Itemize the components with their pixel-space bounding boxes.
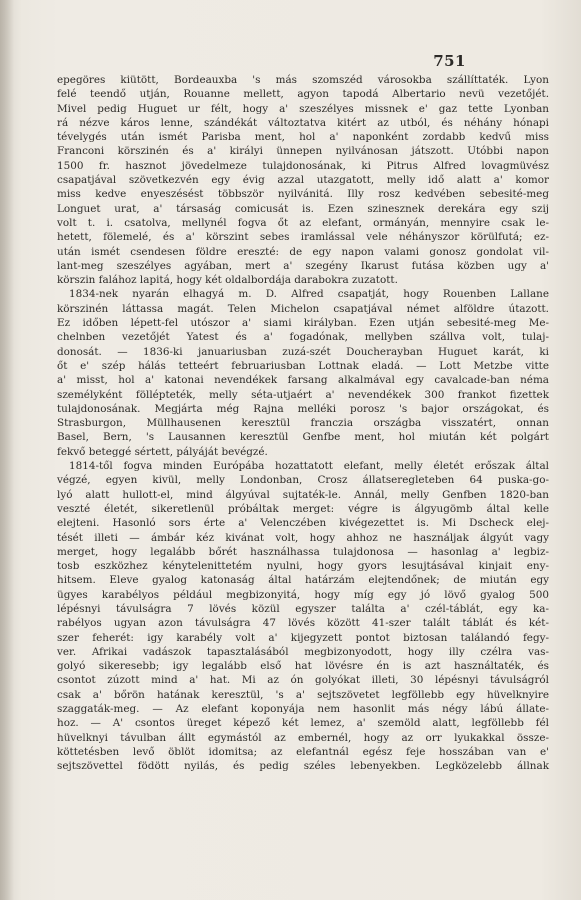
- text-line: sejtszövettel födött nyilás, és pedig széles lebenyekben. Legközelebb állnak: [57, 760, 549, 773]
- text-line: tévelygés után ismét Parisba ment, hol a' naponként zordabb kedvű miss: [57, 131, 549, 144]
- text-line: felé teendő utján, Rouanne mellett, agyon tapodá Albertario nevü vezetőjét.: [57, 88, 549, 101]
- text-line: merget, hogy legalább bőrét használhassa tulajdonosa — hasonlag a' legbiz-: [57, 545, 549, 558]
- text-line: elejteni. Hasonló sors érte a' Velenczében kivégezettet is. Mi Dscheck elej-: [57, 517, 549, 530]
- text-line: őt e' szép hálás tetteért februariusban Lottnak eladá. — Lott Metzbe vitte: [57, 359, 549, 372]
- text-line: fekvő beteggé sértett, pályáját bevégzé.: [57, 445, 268, 458]
- text-line: tulajdonosának. Megjárta még Rajna melléki porosz 's bajor országokat, és: [57, 402, 549, 415]
- text-line: csontot zúzott mind a' hat. Mi az ón golyókat illeti, 30 lépésnyi távulságról: [57, 674, 549, 687]
- body-text: [57, 73, 549, 774]
- text-line: miss kedve enyeszésést többször nyilvánitá. Illy rosz kedvében sebesité-meg: [57, 188, 549, 201]
- text-line: veszté életét, sikeretlenül próbáltak merget: végre is álgyugömb által kelle: [57, 502, 549, 515]
- text-line: csak a' bőrön hatának keresztül, 's a' sejtszövetet legföllebb egy hüvelknyire: [57, 688, 549, 701]
- text-line: szer feherét: igy karabély volt a' kijegyzett pontot biztosan találandó fegy-: [57, 631, 549, 644]
- text-line: Mivel pedig Huguet ur félt, hogy a' szeszélyes missnek e' gaz tette Lyonban: [57, 102, 549, 115]
- text-line: lépésnyi távulságra 7 lövés közül egyszer találta a' czél-táblát, egy ka-: [57, 602, 549, 615]
- page-number: 751: [433, 52, 466, 70]
- text-line: hoz. — A' csontos üreget képező két lemez, a' szemöld alatt, legföllebb fél: [57, 717, 549, 730]
- text-line: hüvelknyi távulban állt egymástól az embernél, hogy az orr lyukakkal össze-: [57, 731, 549, 744]
- text-line: hitsem. Eleve gyalog katonaság által határzám elejtendőnek; de miután egy: [57, 574, 549, 587]
- text-line: ügyes karabélyos például megbizonyitá, hogy míg egy jó lövő gyalog 500: [57, 588, 549, 601]
- text-line: Ez időben lépett-fel utószor a' siami királyban. Ezen utján sebesité-meg Me-: [57, 317, 549, 330]
- text-line: hetett, fölemelé, és a' körszint sebes iramlással vele néhányszor körülfutá; ez-: [57, 231, 549, 244]
- text-line: körszinén láttassa magát. Telen Michelon csapatjával német alföldre útazott.: [57, 302, 549, 315]
- binding-shadow: [0, 0, 14, 900]
- text-line: tosb eszközhez kénytelenittetém nyulni, hogy gyors lesujtásával kinjait eny-: [57, 560, 549, 573]
- text-line: rá nézve káros lenne, szándékát változtatva kitért az utból, és néhány hónapi: [57, 116, 549, 129]
- text-line: szaggaták-meg. — Az elefant koponyája nem hasonlit más négy lábú állate-: [57, 703, 549, 716]
- text-line: lyó alatt hullott-el, mind álgyúval sujtaték-le. Annál, melly Genfben 1820-ban: [57, 488, 549, 501]
- text-line: donosát. — 1836-ki januariusban zuzá-szét Doucherayban Huguet karát, ki: [57, 345, 549, 358]
- text-line: Franconi körszinén és a' királyi ünnepen nyilvánosan játszott. Utóbbi napon: [57, 145, 549, 158]
- text-line: csapatjával szövetkezvén egy évig azzal utazgatott, melly idő alatt a' komor: [57, 174, 549, 187]
- text-line: a' misst, hol a' katonai nevendékek farsang alkalmával egy cavalcade-ban néma: [57, 374, 549, 387]
- text-line: 1814-től fogva minden Európába hozattatott elefant, melly életét erőszak által: [69, 460, 549, 473]
- text-line: végzé, egyen kivül, melly Londonban, Crosz állatseregleteben 64 puska-go-: [57, 474, 549, 487]
- text-line: rabélyos ugyan azon távulságra 47 lövés között 41-szer talált táblát és két-: [57, 617, 549, 630]
- text-line: 1500 fr. hasznot jövedelmeze tulajdonosának, ki Pitrus Alfred lovagmüvész: [57, 159, 549, 172]
- text-line: lant-meg szeszélyes agyában, mert a' szegény Ikarust futása közben ugy a': [57, 259, 549, 272]
- text-line: köttetésben levő öblöt idomitsa; az elefantnál egész feje hosszában van e': [57, 745, 549, 758]
- text-line: tését illeti — ámbár kéz kivánat volt, hogy ahhoz ne használjak álgyút vagy: [57, 531, 549, 544]
- text-line: Basel, Bern, 's Lausannen keresztül Genfbe ment, hol miután két polgárt: [57, 431, 549, 444]
- text-line: után ismét csendesen földre ereszté: de egy napon valami gonosz gondolat vil-: [57, 245, 549, 258]
- text-line: 1834-nek nyarán elhagyá m. D. Alfred csapatját, hogy Rouenben Lallane: [69, 288, 549, 301]
- text-line: chelnben vezetőjét Yatest és a' fogadónak, mellyben szállva volt, tulaj-: [57, 331, 549, 344]
- text-line: személyként föllépteték, melly séta-utjaért a' nevendékek 300 frankot fizettek: [57, 388, 549, 401]
- text-line: epegöres kiütött, Bordeauxba 's más szomszéd városokba szállíttaték. Lyon: [57, 74, 549, 86]
- text-line: golyó sikeresebb; igy legalább első hat lövésre én is azt használtaték, és: [57, 660, 549, 673]
- text-line: volt t. i. csatolva, mellynél fogva őt az elefant, ormányán, mennyire csak le-: [57, 216, 549, 229]
- text-line: Strasburgon, Müllhausenen keresztül franczia országba visszatért, onnan: [57, 417, 549, 430]
- text-line: ver. Afrikai vadászok tapasztalásából megbizonyodott, hogy illy czélra vas-: [57, 645, 549, 658]
- text-line: Longuet urat, a' társaság comicusát is. Ezen szinesznek derekára egy szij: [57, 202, 549, 215]
- text-line: körszin falához lapitá, hogy két oldalbordája darabokra zuzatott.: [57, 274, 398, 287]
